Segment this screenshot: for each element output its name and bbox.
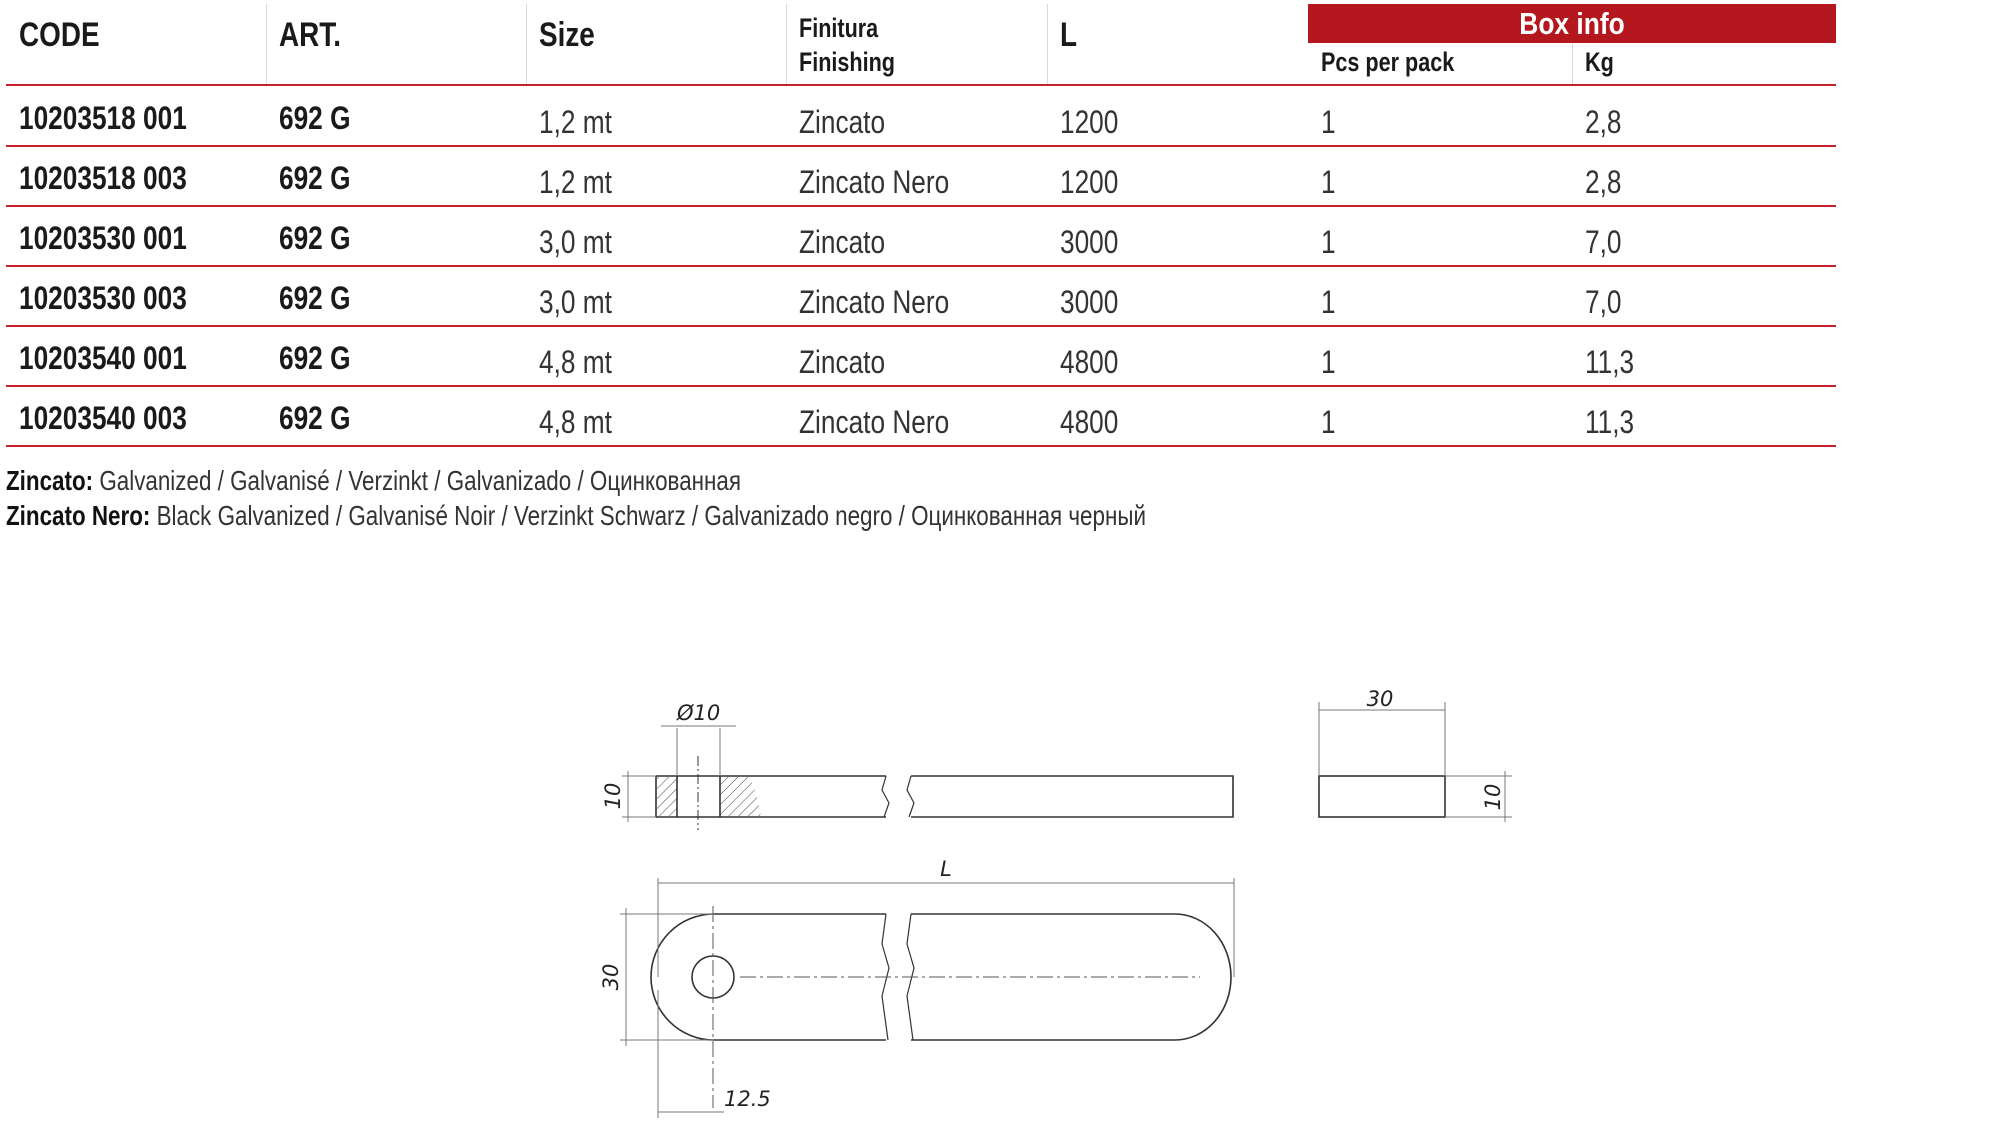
cell-pcs: 1 — [1321, 164, 1336, 200]
cell-finish: Zincato — [799, 224, 886, 260]
cell-pcs: 1 — [1321, 224, 1336, 260]
dim-thickness-left — [622, 771, 656, 822]
cell-finish: Zincato Nero — [799, 164, 950, 200]
header-art-label: ART. — [279, 16, 341, 54]
cell-art: 692 G — [279, 280, 351, 316]
cell-code: 10203530 001 — [19, 220, 187, 256]
cell-size: 4,8 mt — [539, 404, 612, 440]
end-view — [1319, 776, 1445, 817]
legend-nero-text: Black Galvanized / Galvanisé Noir / Verzinkt Schwarz / Galvanizado negro / Оцинкованная черный — [156, 500, 1146, 531]
box-info-title: Box info — [1519, 6, 1625, 41]
section-hatch — [720, 777, 761, 816]
cell-art: 692 G — [279, 220, 351, 256]
cell-length: 3000 — [1060, 284, 1119, 320]
dim-hole-offset-label: 12.5 — [724, 1087, 771, 1111]
dim-hole-offset — [658, 990, 724, 1118]
header-code-label: CODE — [19, 16, 100, 54]
cell-kg: 2,8 — [1585, 164, 1622, 200]
dim-width-side — [620, 908, 714, 1046]
cell-size: 1,2 mt — [539, 164, 612, 200]
cell-finish: Zincato Nero — [799, 284, 950, 320]
dim-hole — [661, 726, 736, 776]
cell-code: 10203518 001 — [19, 100, 187, 136]
break-line — [882, 776, 889, 817]
cell-code: 10203540 003 — [19, 400, 187, 436]
break-line — [907, 776, 914, 817]
dim-length — [658, 878, 1234, 977]
cell-length: 1200 — [1060, 104, 1119, 140]
cell-finish: Zincato — [799, 344, 886, 380]
header-kg-label: Kg — [1585, 47, 1614, 77]
cell-length: 4800 — [1060, 344, 1119, 380]
cell-art: 692 G — [279, 340, 351, 376]
cell-code: 10203530 003 — [19, 280, 187, 316]
cell-length: 4800 — [1060, 404, 1119, 440]
cell-length: 1200 — [1060, 164, 1119, 200]
cell-kg: 7,0 — [1585, 224, 1622, 260]
side-view-outline-left — [656, 776, 886, 817]
legend-zincato-text: Galvanized / Galvanisé / Verzinkt / Galvanizado / Оцинкованная — [99, 465, 741, 496]
cell-kg: 7,0 — [1585, 284, 1622, 320]
header-pcs-label: Pcs per pack — [1321, 47, 1455, 77]
cell-art: 692 G — [279, 400, 351, 436]
dim-thickness-left-label: 10 — [601, 782, 625, 810]
cell-pcs: 1 — [1321, 284, 1336, 320]
cell-length: 3000 — [1060, 224, 1119, 260]
header-size-label: Size — [539, 16, 595, 54]
cell-art: 692 G — [279, 100, 351, 136]
cell-size: 1,2 mt — [539, 104, 612, 140]
legend-nero-term: Zincato Nero: — [6, 500, 151, 531]
section-hatch — [657, 777, 677, 816]
dim-width-side-label: 30 — [599, 963, 623, 991]
header-length-label: L — [1060, 16, 1078, 54]
side-view — [656, 756, 1233, 830]
legend-zincato-term: Zincato: — [6, 465, 94, 496]
cell-kg: 11,3 — [1585, 344, 1635, 380]
cell-code: 10203518 003 — [19, 160, 187, 196]
top-view — [651, 906, 1231, 1108]
cell-size: 3,0 mt — [539, 284, 612, 320]
cell-size: 3,0 mt — [539, 224, 612, 260]
dim-hole-label: Ø10 — [677, 701, 721, 725]
cell-code: 10203540 001 — [19, 340, 187, 376]
side-view-outline-right — [911, 776, 1233, 817]
dim-width-top-label: 30 — [1366, 687, 1394, 711]
cell-kg: 2,8 — [1585, 104, 1622, 140]
cell-pcs: 1 — [1321, 344, 1336, 380]
cell-pcs: 1 — [1321, 404, 1336, 440]
cell-finish: Zincato Nero — [799, 404, 950, 440]
cell-size: 4,8 mt — [539, 344, 612, 380]
dim-length-label: L — [940, 857, 952, 881]
dim-width-top — [1319, 702, 1445, 776]
dim-thickness-right-label: 10 — [1481, 783, 1505, 811]
cell-kg: 11,3 — [1585, 404, 1635, 440]
header-finishing-it: Finitura — [799, 13, 879, 43]
cell-art: 692 G — [279, 160, 351, 196]
header-finishing-en: Finishing — [799, 47, 895, 77]
cell-finish: Zincato — [799, 104, 886, 140]
cell-pcs: 1 — [1321, 104, 1336, 140]
